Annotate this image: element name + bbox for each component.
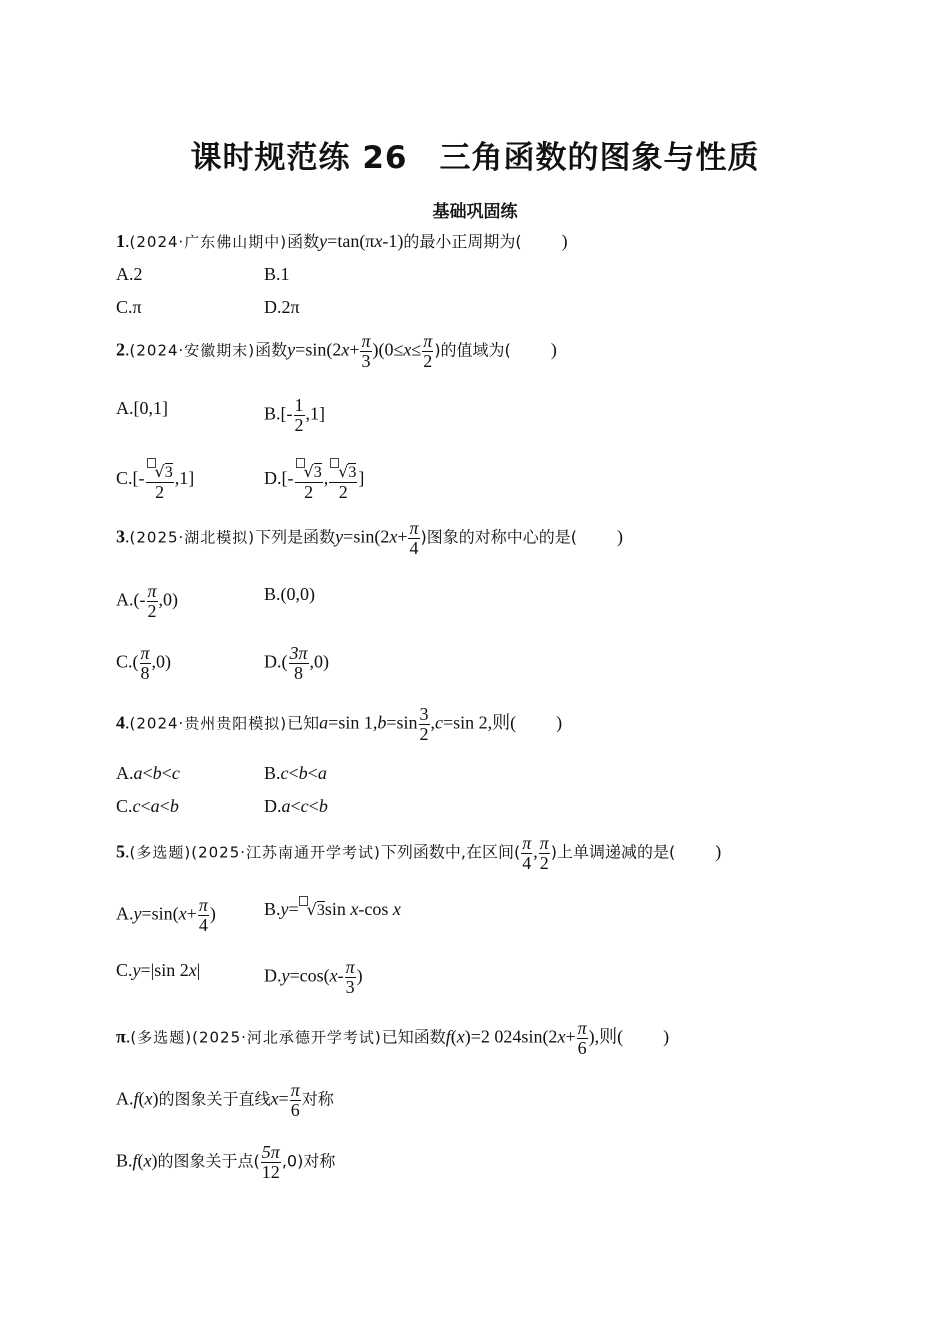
question-5: 5.(多选题)(2025·江苏南通开学考试)下列函数中,在区间( $\frac{\pi}{4}$ , $\frac{\pi}{2}$ )上单调递减的是( ): [116, 833, 722, 873]
option-a[interactable]: A.2: [116, 264, 143, 284]
option-a[interactable]: A.(- $\frac{\pi}{2}$ ,0): [116, 581, 179, 621]
question-source: (2024·广东佛山期中): [129, 233, 288, 251]
option-c[interactable]: C.[- $\frac{√3}{2}$ ,1]: [116, 458, 194, 502]
option-b[interactable]: B.c<b<a: [264, 763, 327, 783]
option-d[interactable]: D.2π: [264, 297, 300, 317]
option-d[interactable]: D.a<c<b: [264, 796, 328, 816]
question-4: 4.(2024·贵州贵阳模拟)已知a=sin 1,b=sin $\frac{3}{2}$ ,c=sin 2,则( ): [116, 704, 563, 744]
option-a[interactable]: A.a<b<c: [116, 763, 180, 783]
option-a[interactable]: A.f(x)的图象关于直线x= $\frac{\pi}{6}$ 对称: [116, 1080, 334, 1120]
question-6: π.(多选题)(2025·河北承德开学考试)已知函数f(x)=2 024sin(2x+ $\frac{\pi}{6}$ ),则( ): [116, 1018, 670, 1058]
question-1: 1.(2024·广东佛山期中)函数y=tan(πx-1)的最小正周期为( ): [116, 231, 568, 251]
option-b[interactable]: B.f(x)的图象关于点( $\frac{5\pi}{12}$ ,0)对称: [116, 1142, 336, 1182]
sqrt-symbol: √3: [147, 458, 173, 482]
fraction: $\frac{\pi}{3}$: [361, 331, 371, 371]
option-a[interactable]: A.y=sin(x+ $\frac{\pi}{4}$ ): [116, 895, 216, 935]
question-number: 1: [116, 231, 125, 251]
option-b[interactable]: B.[- $\frac{1}{2}$ ,1]: [264, 395, 325, 435]
option-d[interactable]: D.[- $\frac{√3}{2}$ , $\frac{√3}{2}$ ]: [264, 458, 364, 502]
option-c[interactable]: C.π: [116, 297, 142, 317]
option-b[interactable]: B.(0,0): [264, 584, 315, 604]
question-3: 3.(2025·湖北模拟)下列是函数y=sin(2x+ $\frac{\pi}{4}$ )图象的对称中心的是( ): [116, 518, 624, 558]
page-title: 课时规范练 26 三角函数的图象与性质: [190, 140, 760, 176]
option-b[interactable]: B.y= √3sin x-cos x: [264, 896, 401, 923]
option-c[interactable]: C.y=|sin 2x|: [116, 960, 201, 980]
question-2: 2.(2024·安徽期末)函数y=sin(2x+ $\frac{\pi}{3}$ )(0≤x≤ $\frac{\pi}{2}$ )的值域为( ): [116, 331, 557, 371]
section-title: 基础巩固练: [432, 202, 518, 222]
option-d[interactable]: D.y=cos(x- $\frac{\pi}{3}$ ): [264, 957, 363, 997]
option-b[interactable]: B.1: [264, 264, 290, 284]
option-d[interactable]: D.( $\frac{3\pi}{8}$ ,0): [264, 643, 330, 683]
option-c[interactable]: C.c<a<b: [116, 796, 179, 816]
option-a[interactable]: A.[0,1]: [116, 398, 168, 418]
option-c[interactable]: C.( $\frac{\pi}{8}$ ,0): [116, 643, 172, 683]
